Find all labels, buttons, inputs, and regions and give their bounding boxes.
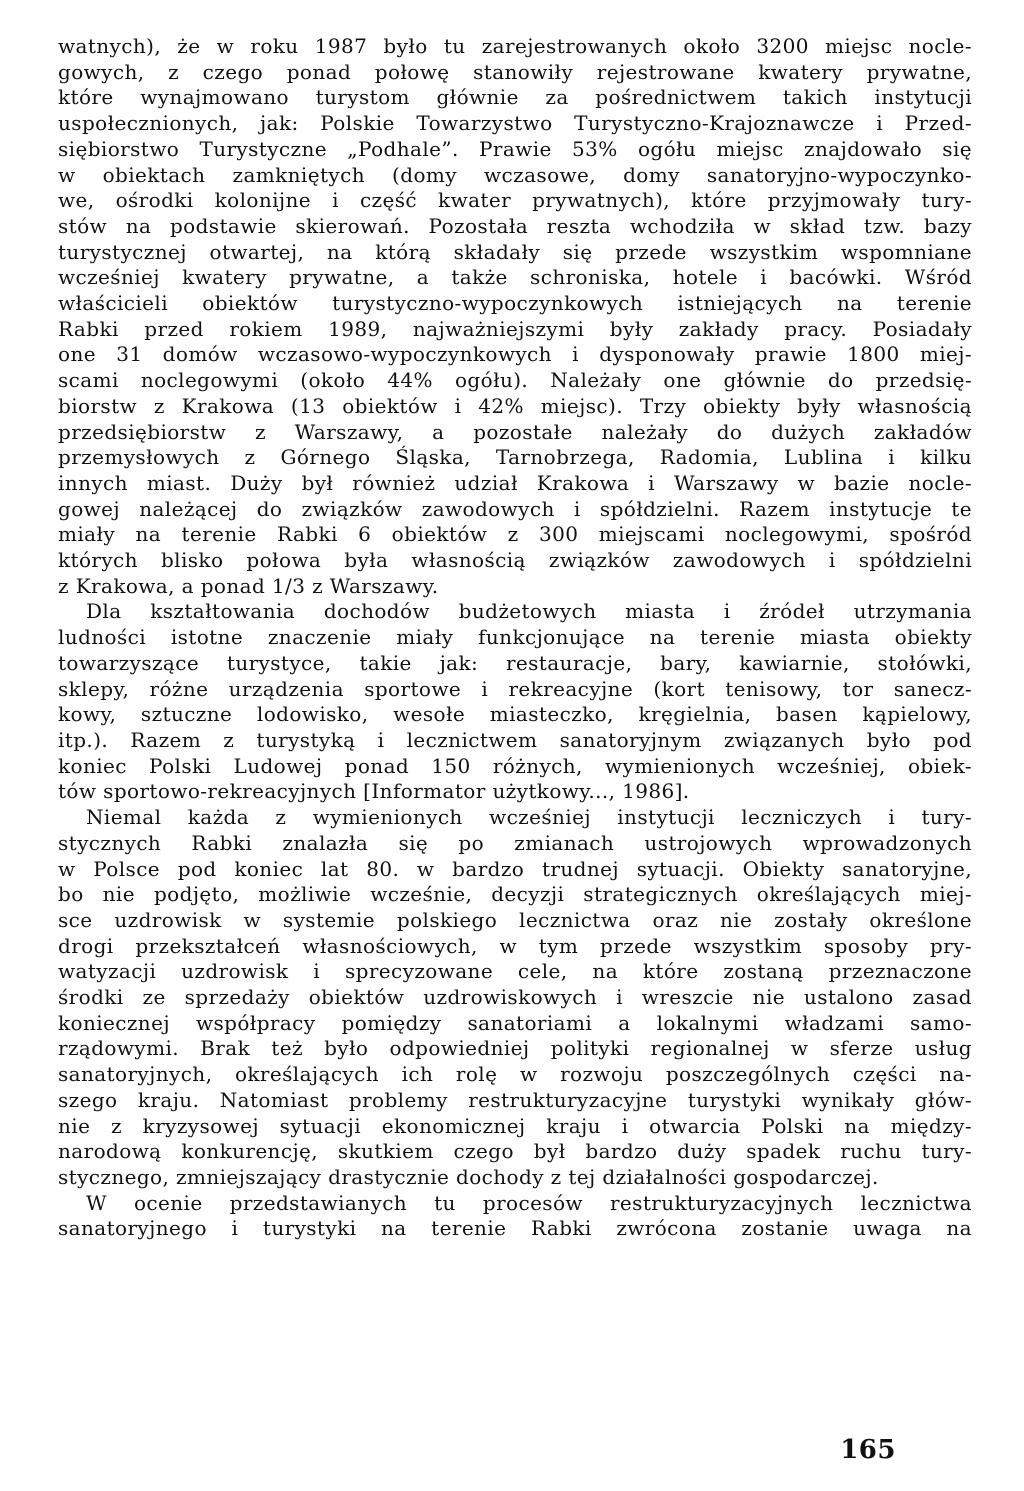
text-line: ludności istotne znaczenie miały funkcjonujące na terenie miasta obiekty <box>58 625 972 650</box>
text-line: turystycznej otwartej, na którą składały się przede wszystkim wspomniane <box>58 239 972 264</box>
text-line: gowych, z czego ponad połowę stanowiły rejestrowane kwatery prywatne, <box>58 59 972 84</box>
text-line: sanatoryjnych, określających ich rolę w rozwoju poszczególnych części na- <box>58 1062 972 1087</box>
text-line: których blisko połowa była własnością związków zawodowych i spółdzielni <box>58 548 972 573</box>
text-line: one 31 domów wczasowo-wypoczynkowych i dysponowały prawie 1800 miej- <box>58 342 972 367</box>
text-line: właścicieli obiektów turystyczno-wypoczynkowych istniejących na terenie <box>58 291 972 316</box>
text-line: innych miast. Duży był również udział Krakowa i Warszawy w bazie nocle- <box>58 470 972 495</box>
text-line: drogi przekształceń własnościowych, w tym przede wszystkim sposoby pry- <box>58 933 972 958</box>
paragraph <box>58 805 972 1191</box>
text-line: Rabki przed rokiem 1989, najważniejszymi były zakłady pracy. Posiadały <box>58 316 972 341</box>
text-line: które wynajmowano turystom głównie za pośrednictwem takich instytucji <box>58 85 972 110</box>
text-line: koniec Polski Ludowej ponad 150 różnych, wymienionych wcześniej, obiek- <box>58 753 972 778</box>
paragraph <box>58 1191 972 1242</box>
text-line: w obiektach zamkniętych (domy wczasowe, domy sanatoryjno-wypoczynko- <box>58 162 972 187</box>
text-line: sanatoryjnego i turystyki na terenie Rabki zwrócona zostanie uwaga na <box>58 1216 972 1241</box>
text-line: we, ośrodki kolonijne i część kwater prywatnych), które przyjmowały tury- <box>58 188 972 213</box>
text-line: tów sportowo-rekreacyjnych [Informator użytkowy..., 1986]. <box>58 779 690 804</box>
text-line: biorstw z Krakowa (13 obiektów i 42% miejsc). Trzy obiekty były własnością <box>58 393 972 418</box>
text-line: narodową konkurencję, skutkiem czego był bardzo duży spadek ruchu tury- <box>58 1139 972 1164</box>
text-line: wcześniej kwatery prywatne, a także schroniska, hotele i bacówki. Wśród <box>58 265 972 290</box>
text-line: towarzyszące turystyce, takie jak: restauracje, bary, kawiarnie, stołówki, <box>58 650 972 675</box>
text-line: sce uzdrowisk w systemie polskiego lecznictwa oraz nie zostały określone <box>58 907 972 932</box>
text-line: uspołecznionych, jak: Polskie Towarzystwo Turystyczno-Krajoznawcze i Przed- <box>58 111 972 136</box>
paragraph <box>58 34 972 599</box>
text-line: watyzacji uzdrowisk i sprecyzowane cele, na które zostaną przeznaczone <box>58 959 972 984</box>
text-line: W ocenie przedstawianych tu procesów restrukturyzacyjnych lecznictwa <box>86 1190 972 1215</box>
text-line: miały na terenie Rabki 6 obiektów z 300 miejscami noclegowymi, spośród <box>58 522 972 547</box>
text-line: gowej należącej do związków zawodowych i spółdzielni. Razem instytucje te <box>58 496 972 521</box>
page-number: 165 <box>840 1435 896 1465</box>
page-body <box>58 34 972 1242</box>
text-line: koniecznej współpracy pomiędzy sanatoriami a lokalnymi władzami samo- <box>58 1010 972 1035</box>
text-line: rządowymi. Brak też było odpowiedniej polityki regionalnej w sferze usług <box>58 1036 972 1061</box>
text-line: nie z kryzysowej sytuacji ekonomicznej kraju i otwarcia Polski na między- <box>58 1113 972 1138</box>
text-line: Dla kształtowania dochodów budżetowych miasta i źródeł utrzymania <box>86 599 972 624</box>
text-line: przemysłowych z Górnego Śląska, Tarnobrzega, Radomia, Lublina i kilku <box>58 445 972 470</box>
text-line: przedsiębiorstw z Warszawy, a pozostałe należały do dużych zakładów <box>58 419 972 444</box>
text-line: stycznych Rabki znalazła się po zmianach ustrojowych wprowadzonych <box>58 830 972 855</box>
text-line: szego kraju. Natomiast problemy restrukturyzacyjne turystyki wynikały głów- <box>58 1087 972 1112</box>
text-line: bo nie podjęto, możliwie wcześnie, decyzji strategicznych określających miej- <box>58 882 972 907</box>
text-line: watnych), że w roku 1987 było tu zarejestrowanych około 3200 miejsc nocle- <box>58 34 972 58</box>
text-line: itp.). Razem z turystyką i lecznictwem sanatoryjnym związanych było pod <box>58 727 972 752</box>
text-line: z Krakowa, a ponad 1/3 z Warszawy. <box>58 573 439 598</box>
text-line: stów na podstawie skierowań. Pozostała reszta wchodziła w skład tzw. bazy <box>58 213 972 238</box>
text-line: stycznego, zmniejszający drastycznie dochody z tej działalności gospodarczej. <box>58 1164 879 1189</box>
text-line: siębiorstwo Turystyczne „Podhale”. Prawie 53% ogółu miejsc znajdowało się <box>58 136 972 161</box>
text-line: kowy, sztuczne lodowisko, wesołe miasteczko, kręgielnia, basen kąpielowy, <box>58 702 972 727</box>
text-line: w Polsce pod koniec lat 80. w bardzo trudnej sytuacji. Obiekty sanatoryjne, <box>58 856 972 881</box>
text-line: sklepy, różne urządzenia sportowe i rekreacyjne (kort tenisowy, tor sanecz- <box>58 676 972 701</box>
text-line: środki ze sprzedaży obiektów uzdrowiskowych i wreszcie nie ustalono zasad <box>58 985 972 1010</box>
text-line: scami noclegowymi (około 44% ogółu). Należały one głównie do przedsię- <box>58 368 972 393</box>
text-line: Niemal każda z wymienionych wcześniej instytucji leczniczych i tury- <box>86 805 972 830</box>
paragraph <box>58 599 972 805</box>
